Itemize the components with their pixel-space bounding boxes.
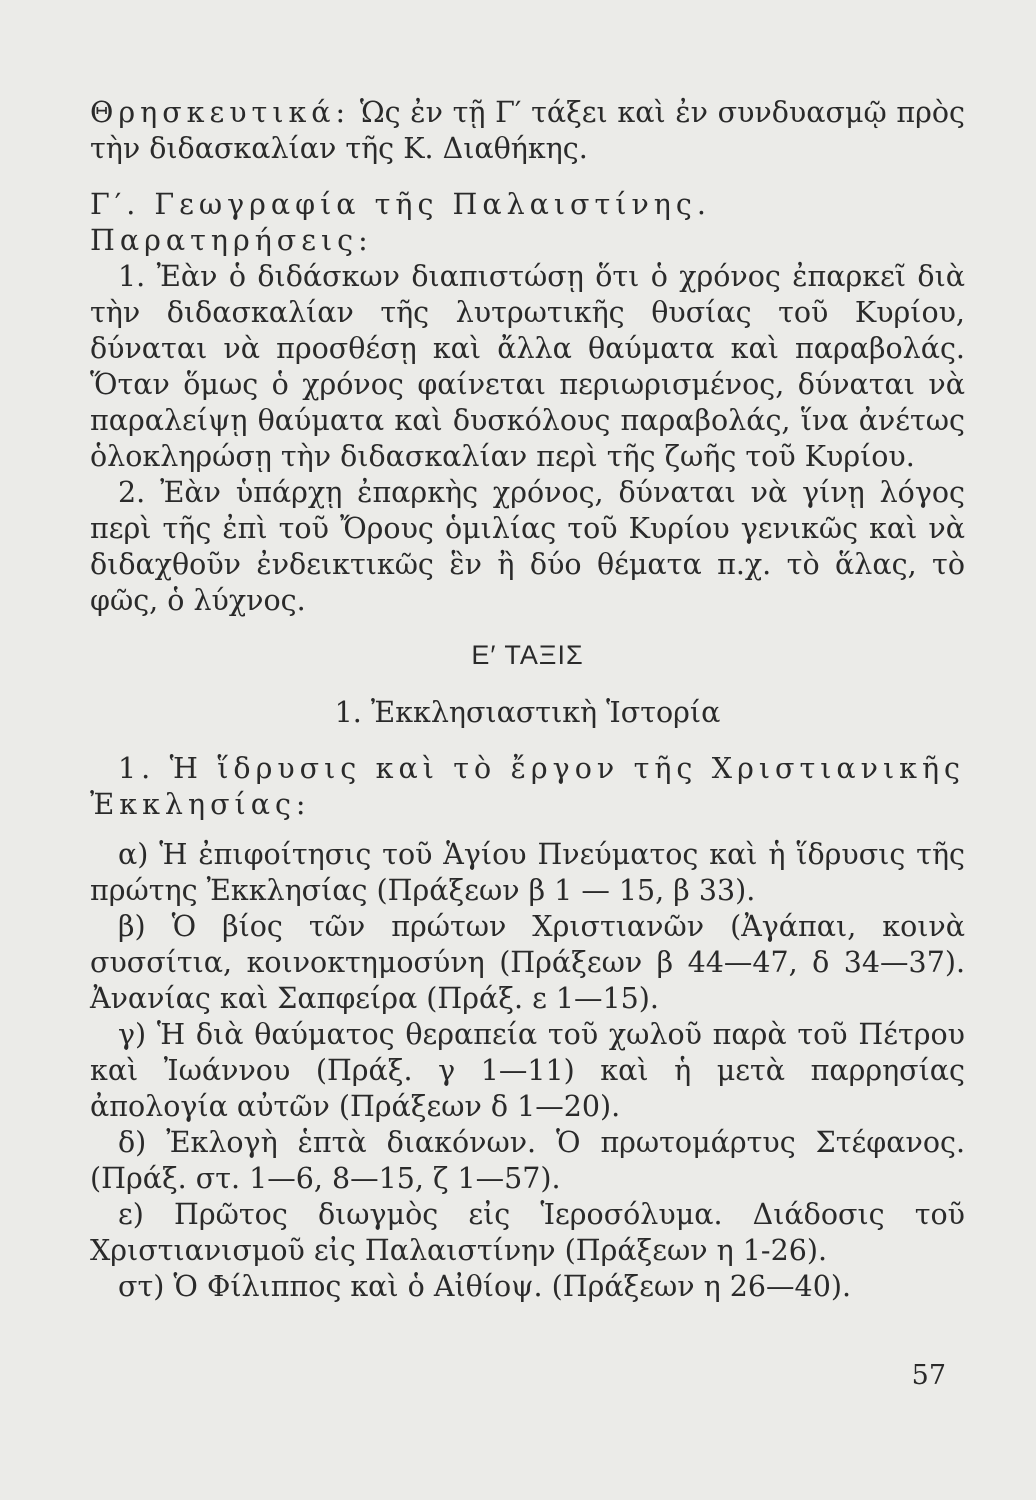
observation-1: 1. Ἐὰν ὁ διδάσκων διαπιστώσῃ ὅτι ὁ χρόνος ἐπαρκεῖ διὰ τὴν διδασκαλίαν τῆς λυτρωτικῆς θυσίας τοῦ Κυρίου, δύναται νὰ προσθέσῃ καὶ ἄλλα θαύματα καὶ παραβολάς. Ὅταν ὅμως ὁ χρόνος φαίνεται περιωρισμένος, δύναται νὰ παραλείψῃ θαύματα καὶ δυσκόλους παραβολάς, ἵνα ἀνέτως ὁλοκληρώσῃ τὴν διδασκαλίαν περὶ τῆς ζωῆς τοῦ Κυρίου.: [90, 260, 965, 473]
list-item-c: γ) Ἡ διὰ θαύματος θεραπεία τοῦ χωλοῦ παρὰ τοῦ Πέτρου καὶ Ἰωάννου (Πράξ. γ 1—11) καὶ ἡ μετὰ παρρησίας ἀπολογία αὐτῶν (Πράξεων δ 1—20).: [90, 1018, 965, 1123]
subject-heading: 1. Ἐκκλησιαστικὴ Ἱστορία: [334, 696, 721, 729]
list-item-a: α) Ἡ ἐπιφοίτησις τοῦ Ἁγίου Πνεύματος καὶ ἡ ἵδρυσις τῆς πρώτης Ἐκκλησίας (Πράξεων β 1 — 15, β 33).: [90, 838, 965, 907]
religious-paragraph: [90, 95, 965, 167]
observation-2: 2. Ἐὰν ὑπάρχῃ ἐπαρκὴς χρόνος, δύναται νὰ γίνῃ λόγος περὶ τῆς ἐπὶ τοῦ Ὄρους ὁμιλίας τοῦ Κυρίου γενικῶς καὶ νὰ διδαχθοῦν ἐνδεικτικῶς ἓν ἢ δύο θέματα π.χ. τὸ ἅλας, τὸ φῶς, ὁ λύχνος.: [90, 476, 965, 617]
page-number: 57: [911, 1360, 946, 1391]
topic-title: 1. Ἡ ἵδρυσις καὶ τὸ ἔργον τῆς Χριστιανικῆς Ἐκκλησίας:: [90, 752, 965, 821]
class-heading: Ε′ ΤΑΞΙΣ: [471, 640, 584, 670]
list-item-d: δ) Ἐκλογὴ ἑπτὰ διακόνων. Ὁ πρωτομάρτυς Στέφανος. (Πράξ. στ. 1—6, 8—15, ζ 1—57).: [90, 1126, 965, 1195]
religious-label: Θρησκευτικά:: [90, 96, 351, 129]
observations-label: Παρατηρήσεις:: [90, 224, 373, 257]
list-item-b: β) Ὁ βίος τῶν πρώτων Χριστιανῶν (Ἀγάπαι, κοινὰ συσσίτια, κοινοκτημοσύνη (Πράξεων β 44—47, δ 34—37). Ἀνανίας καὶ Σαπφείρα (Πράξ. ε 1—15).: [90, 910, 965, 1015]
list-item-st: στ) Ὁ Φίλιππος καὶ ὁ Αἰθίοψ. (Πράξεων η 26—40).: [118, 1270, 851, 1303]
list-item-e: ε) Πρῶτος διωγμὸς εἰς Ἱεροσόλυμα. Διάδοσις τοῦ Χριστιανισμοῦ εἰς Παλαιστίνην (Πράξεων η 1-26).: [90, 1198, 965, 1267]
page-content: [90, 95, 965, 1305]
religious-text: Ὡς ἐν τῇ Γ′ τάξει καὶ ἐν συνδυασμῷ πρὸς τὴν διδασκαλίαν τῆς Κ. Διαθήκης.: [90, 96, 966, 165]
section-c-title: Γ′. Γεωγραφία τῆς Παλαιστίνης.: [90, 188, 711, 221]
